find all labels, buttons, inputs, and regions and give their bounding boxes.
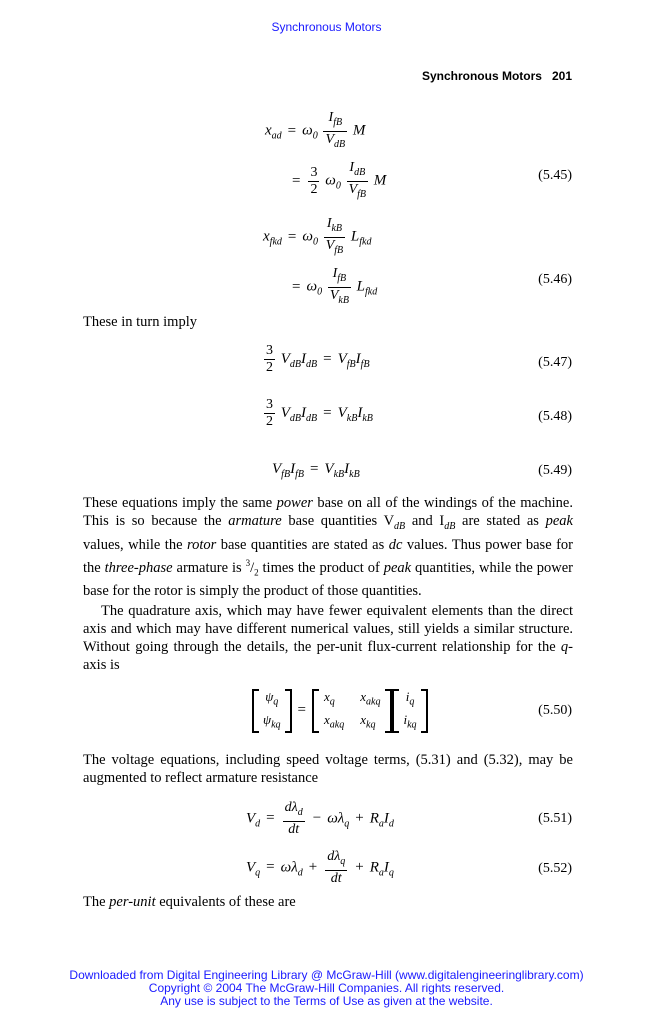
eq-547: $\frac{3}{2}$ $V_{dB}I_{dB} = V_{fB}I_{fB}$ [266, 343, 370, 375]
eq-number-5-45: (5.45) [538, 168, 572, 183]
eq-546-line2: = $\omega_0$ $\frac{I_{fB}}{V_{kB}}$ $L_{fkd}$ [292, 266, 378, 306]
footer-terms[interactable]: Any use is subject to the Terms of Use as given at the website. [160, 994, 493, 1008]
paragraph-quadrature: The quadrature axis, which may have fewer equivalent elements than the direct axis and which may have different numerical values, still yields a similar structure. Without going through the details, the per-unit flux-current relationship for the q-axis is [83, 603, 573, 673]
running-head [422, 69, 572, 83]
paragraph-power-base: These equations imply the same power base on all of the windings of the machine. This is so because the armature base quantities $V_{dB}$ and $I_{dB}$ are stated as peak values, while the rotor base quantities are stated as dc values. Thus power base for the three-phase armature is $^3/_2$ times the product of peak quantities, while the power base for the rotor is simply the product of those quantities. [83, 495, 573, 599]
eq-number-5-49: (5.49) [538, 463, 572, 478]
eq-550-matrix: $\psi_q$ $\psi_{kq}$ = $x_q$ $x_{akq}$ $x_{akq}$ $x_{kq}$ $i_q$ $i_{kq}$ [252, 688, 428, 738]
eq-548: $\frac{3}{2}$ $V_{dB}I_{dB} = V_{kB}I_{kB}$ [266, 397, 373, 429]
eq-number-5-51: (5.51) [538, 811, 572, 826]
eq-number-5-50: (5.50) [538, 703, 572, 718]
paragraph-per-unit: The per-unit equivalents of these are [83, 894, 296, 910]
footer-copyright: Copyright © 2004 The McGraw-Hill Companies. All rights reserved. [148, 981, 505, 995]
top-link[interactable]: Synchronous Motors [271, 20, 382, 34]
eq-552: $V_q = \omega\lambda_d$ + $\frac{d\lambda_q}{dt}$ + $R_aI_q$ [246, 849, 394, 886]
page-number: 201 [551, 69, 572, 83]
eq-number-5-48: (5.48) [538, 409, 572, 424]
footer-download-link[interactable]: Downloaded from Digital Engineering Library @ McGraw-Hill (www.digitalengineeringlibrary.com) [69, 968, 584, 982]
eq-number-5-47: (5.47) [538, 355, 572, 370]
footer-notice [0, 969, 653, 1008]
running-head-title: Synchronous Motors [421, 69, 542, 83]
eq-551: $V_d$ = $\frac{d\lambda_d}{dt}$ − $\omega\lambda_q + R_aI_d$ [246, 800, 394, 837]
eq-545-line2: = $\frac{3}{2}$ $\omega_0$ $\frac{I_{dB}}{V_{fB}}$ M [292, 160, 387, 200]
eq-549: $V_{fB}I_{fB} = V_{kB}I_{kB}$ [272, 461, 360, 480]
eq-number-5-52: (5.52) [538, 861, 572, 876]
eq-546-line1: $x_{fkd} = \omega_0$ $\frac{I_{kB}}{V_{fB}}$ $L_{fkd}$ [263, 216, 372, 256]
eq-545-line1: $x_{ad} = \omega_0$ $\frac{I_{fB}}{V_{dB}}$ M [265, 110, 366, 150]
paragraph-voltage: The voltage equations, including speed voltage terms, (5.31) and (5.32), may be augmented to reflect armature resistance [83, 752, 573, 786]
eq-number-5-46: (5.46) [538, 272, 572, 287]
paragraph-these-imply: These in turn imply [83, 314, 197, 330]
